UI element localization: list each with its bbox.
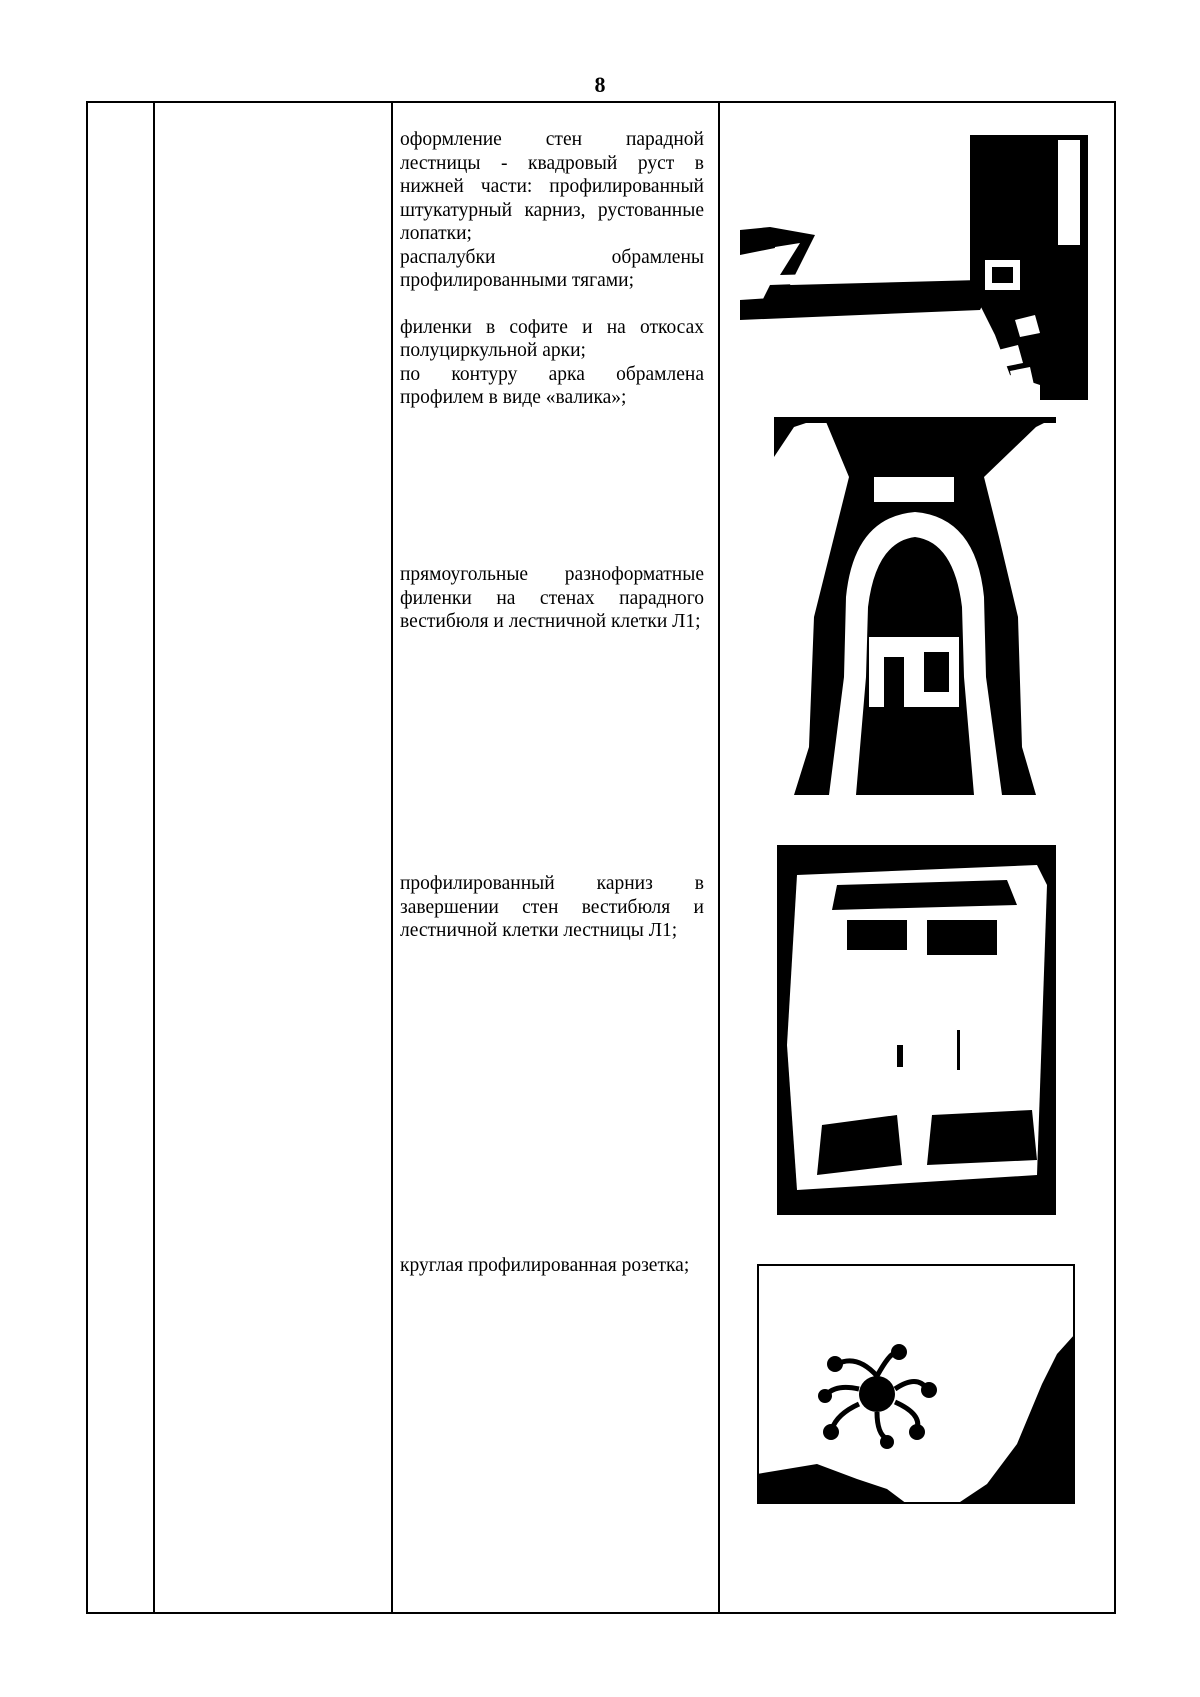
paragraph: по контуру арка обрамлена профилем в виде «валика»; xyxy=(400,363,704,408)
text-block-cornice xyxy=(400,872,704,943)
photo-vestibule xyxy=(777,845,1056,1215)
paragraph: распалубки обрамлены профилированными тягами; xyxy=(400,246,704,291)
text-block-panels xyxy=(400,563,704,634)
page-number: 8 xyxy=(594,72,606,97)
paragraph: профилированный карниз в завершении стен вестибюля и лестничной клетки лестницы Л1; xyxy=(400,873,704,941)
photo-rosette xyxy=(757,1264,1075,1504)
text-block-wall-decoration xyxy=(400,128,704,410)
paragraph: круглая профилированная розетка; xyxy=(400,1255,690,1276)
photo-stair-wall xyxy=(740,135,1088,405)
photo-arch xyxy=(774,417,1056,795)
paragraph: филенки в софите и на откосах полуциркульной арки; xyxy=(400,316,704,361)
paragraph: оформление стен парадной лестницы - квадровый руст в нижней части: профилированный штукатурный карниз, рустованные лопатки; xyxy=(400,129,704,244)
column-divider-2 xyxy=(391,103,393,1612)
column-divider-1 xyxy=(153,103,155,1612)
paragraph-gap xyxy=(400,293,704,316)
text-block-rosette xyxy=(400,1254,704,1278)
column-divider-3 xyxy=(718,103,720,1612)
paragraph: прямоугольные разноформатные филенки на стенах парадного вестибюля и лестничной клетки Л1; xyxy=(400,564,704,632)
